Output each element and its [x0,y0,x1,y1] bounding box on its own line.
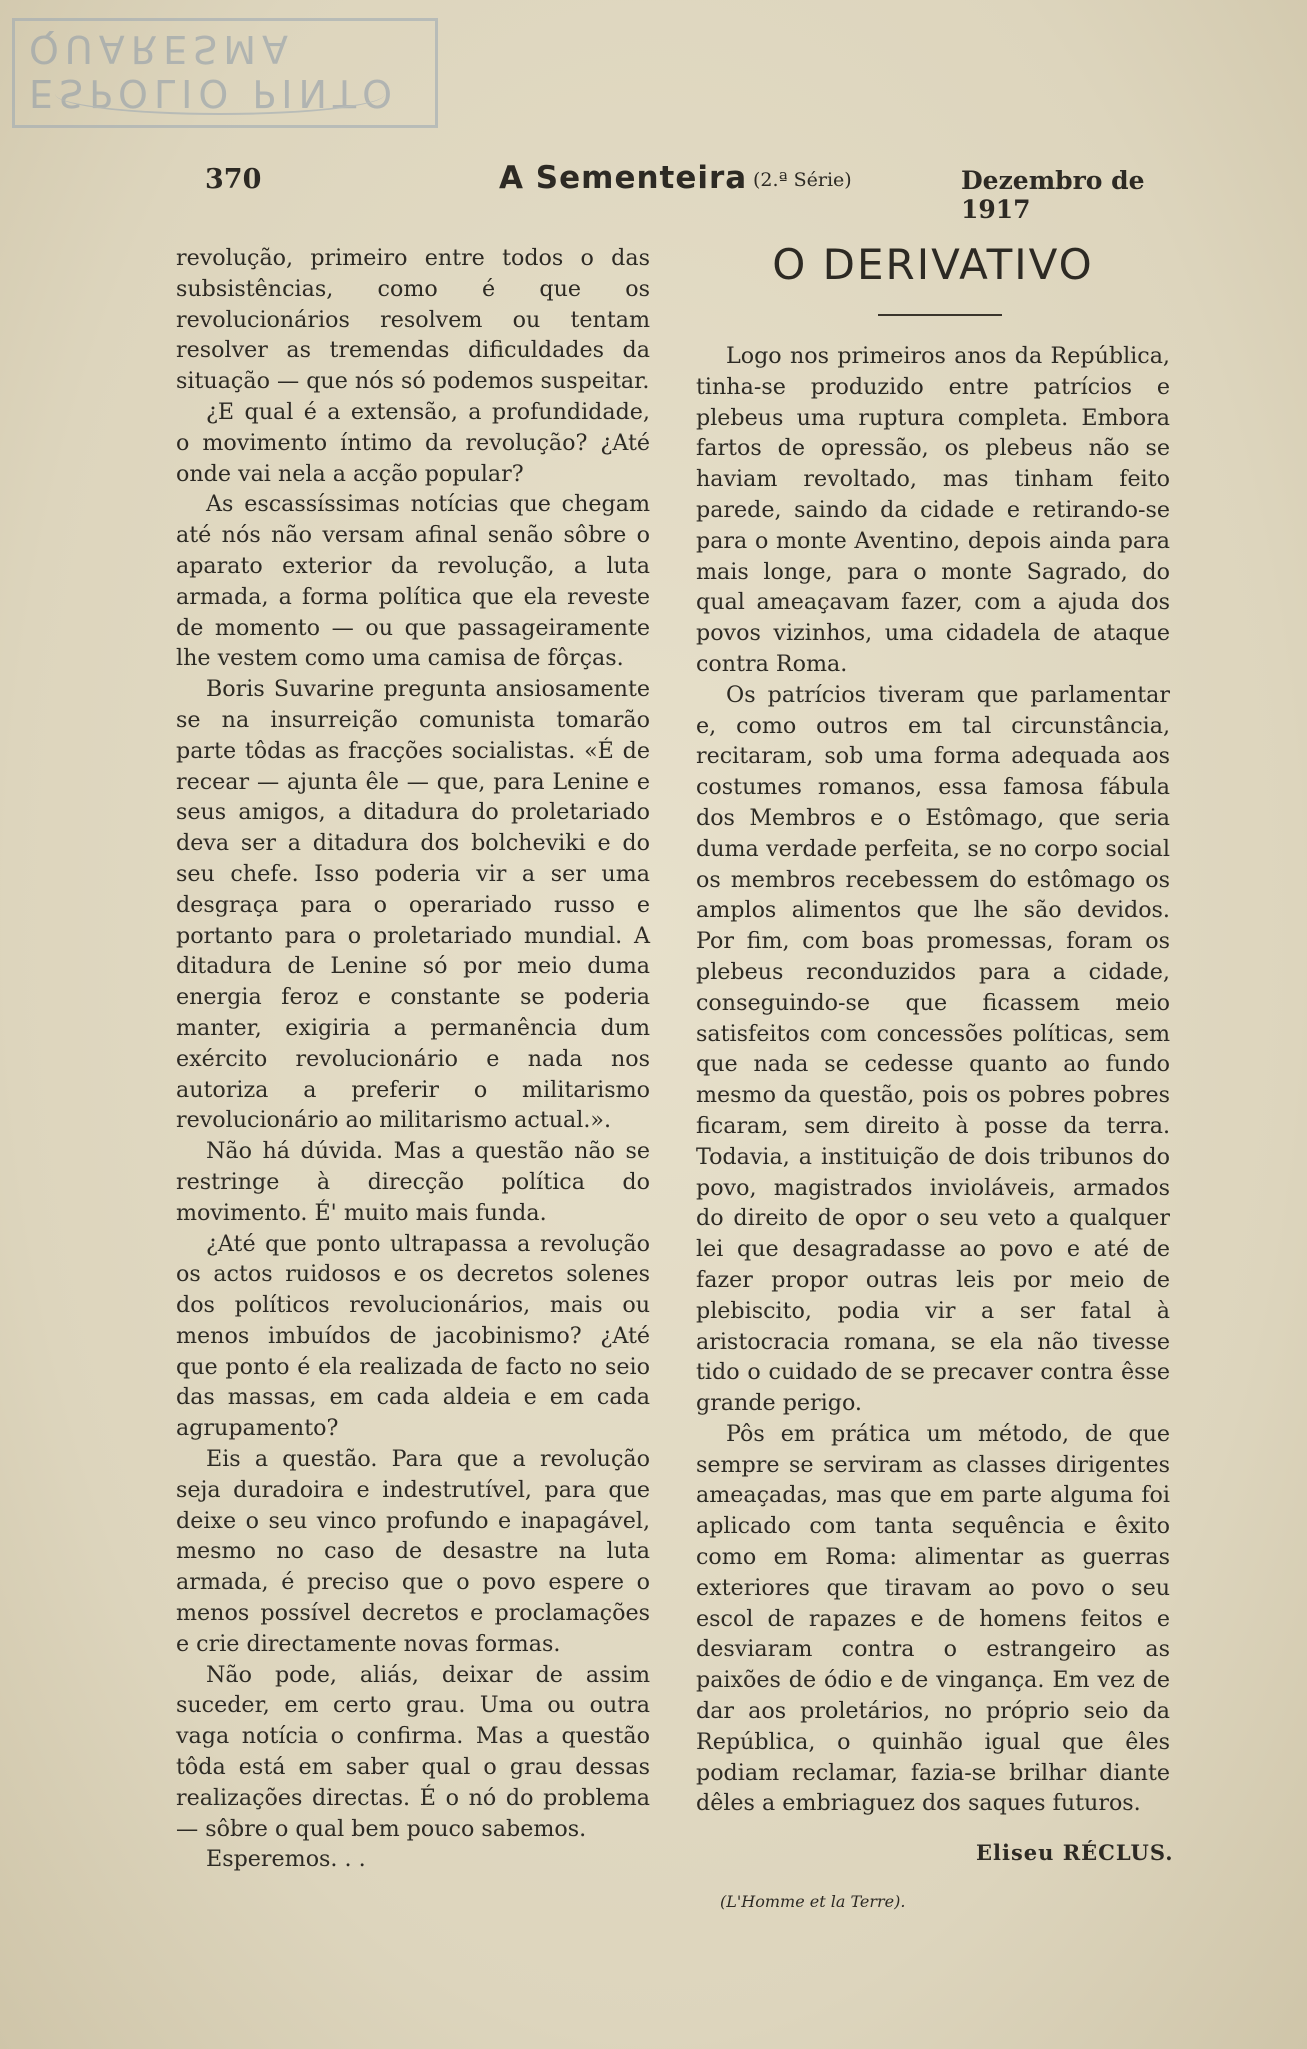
left-paragraph: ¿Até que ponto ultrapassa a revolução os actos ruidosos e os decretos solenes dos políticos revolucionários, mais ou menos imbuídos de jacobinismo? ¿Até que ponto é ela realizada de facto no seio das massas, em cada aldeia e em cada agrupamento? [176,1230,650,1442]
source-citation: (L'Homme et la Terre). [720,1892,906,1911]
library-stamp [12,18,438,128]
stamp-text: ESPOLIO PINTO QUARESMA [29,27,398,115]
article-paragraph: Logo nos primeiros anos da República, tinha-se produzido entre patrícios e plebeus uma ruptura completa. Embora fartos de opressão, os plebeus não se haviam revoltado, mas tinham feito parede, saindo da cidade e retirando-se para o monte Aventino, depois ainda para mais longe, para o monte Sagrado, do qual ameaçavam fazer, com a ajuda dos povos vizinhos, uma cidadela de ataque contra Roma. [696,343,1170,677]
page-header [205,160,1145,224]
left-paragraph: revolução, primeiro entre todos o das subsistências, como é que os revolucionários resolvem ou tentam resolver as tremendas dificuldades da situação — que nós só podemos suspeitar. [176,245,650,395]
article-paragraph: Os patrícios tiveram que parlamentar e, como outros em tal circunstância, recitaram, sob uma forma adequada aos costumes romanos, essa famosa fábula dos Membros e o Estômago, que seria duma verdade perfeita, se no corpo social os membros recebessem do estômago os amplos alimentos que lhe são devidos. Por fim, com boas promessas, foram os plebeus reconduzidos para a cidade, conseguindo-se que ficassem meio satisfeitos com concessões políticas, sem que nada se cedesse quanto ao fundo mesmo da questão, pois os pobres pobres ficaram, sem direito à posse da terra. Todavia, a instituição de dois tribunos do povo, magistrados invioláveis, armados do direito de opor o seu veto a qualquer lei que desagradasse ao povo e até de fazer propor outras leis por meio de plebiscito, podia vir a ser fatal à aristocracia romana, se ela não tivesse tido o cuidado de se precaver contra êsse grande perigo. [696,681,1170,1417]
series-label: (2.ª Série) [753,169,852,191]
page-number: 370 [205,164,262,195]
left-paragraph: Não há dúvida. Mas a questão não se restringe à direcção política do movimento. É' muito mais funda. [176,1138,650,1226]
right-column [696,341,1170,1819]
left-paragraph: Não pode, aliás, deixar de assim suceder, em certo grau. Uma ou outra vaga notícia o confirma. Mas a questão tôda está em saber qual o grau dessas realizações directas. É o nó do problema — sôbre o qual bem pouco sabemos. [176,1661,650,1842]
left-paragraph: Esperemos. . . [206,1846,366,1873]
left-column [176,243,650,1875]
stamp-scribble [55,73,385,115]
article-paragraph: Pôs em prática um método, de que sempre se serviram as classes dirigentes ameaçadas, mas que em parte alguma foi aplicado com tanta sequência e êxito como em Roma: alimentar as guerras exteriores que tiravam ao povo o seu escol de rapazes e de homens feitos e desviaram contra o estrangeiro as paixões de ódio e de vingança. Em vez de dar aos proletários, no próprio seio da República, o quinhão igual que êles podiam reclamar, fazia-se brilhar diante dêles a embriaguez dos saques futuros. [696,1420,1170,1817]
left-paragraph: Boris Suvarine pregunta ansiosamente se na insurreição comunista tomarão parte tôdas as fracções socialistas. «É de recear — ajunta êle — que, para Lenine e seus amigos, a ditadura do proletariado deva ser a ditadura dos bolcheviki e do seu chefe. Isso poderia vir a ser uma desgraça para o operariado russo e portanto para o proletariado mundial. A ditadura de Lenine só por meio duma energia feroz e constante se poderia manter, exigiria a permanência dum exército revolucionário e nada nos autoriza a preferir o militarismo revolucionário ao militarismo actual.». [176,676,650,1134]
title-divider [878,314,1002,316]
article-title: O DERIVATIVO [772,240,1094,289]
journal-title: A Sementeira [499,160,748,196]
left-paragraph: As escassíssimas notícias que chegam até nós não versam afinal senão sôbre o aparato exterior da revolução, a luta armada, a forma política que ela reveste de momento — ou que passageiramente lhe vestem como uma camisa de fôrças. [176,491,650,672]
left-paragraph: Eis a questão. Para que a revolução seja duradoira e indestrutível, para que deixe o seu vinco profundo e inapagável, mesmo no caso de desastre na luta armada, é preciso que o povo espere o menos possível decretos e proclamações e crie directamente novas formas. [176,1446,650,1657]
author-signature: Eliseu RÉCLUS. [976,1840,1174,1865]
issue-date: Dezembro de 1917 [961,166,1145,224]
left-paragraph: ¿E qual é a extensão, a profundidade, o movimento íntimo da revolução? ¿Até onde vai nela a acção popular? [176,398,650,487]
